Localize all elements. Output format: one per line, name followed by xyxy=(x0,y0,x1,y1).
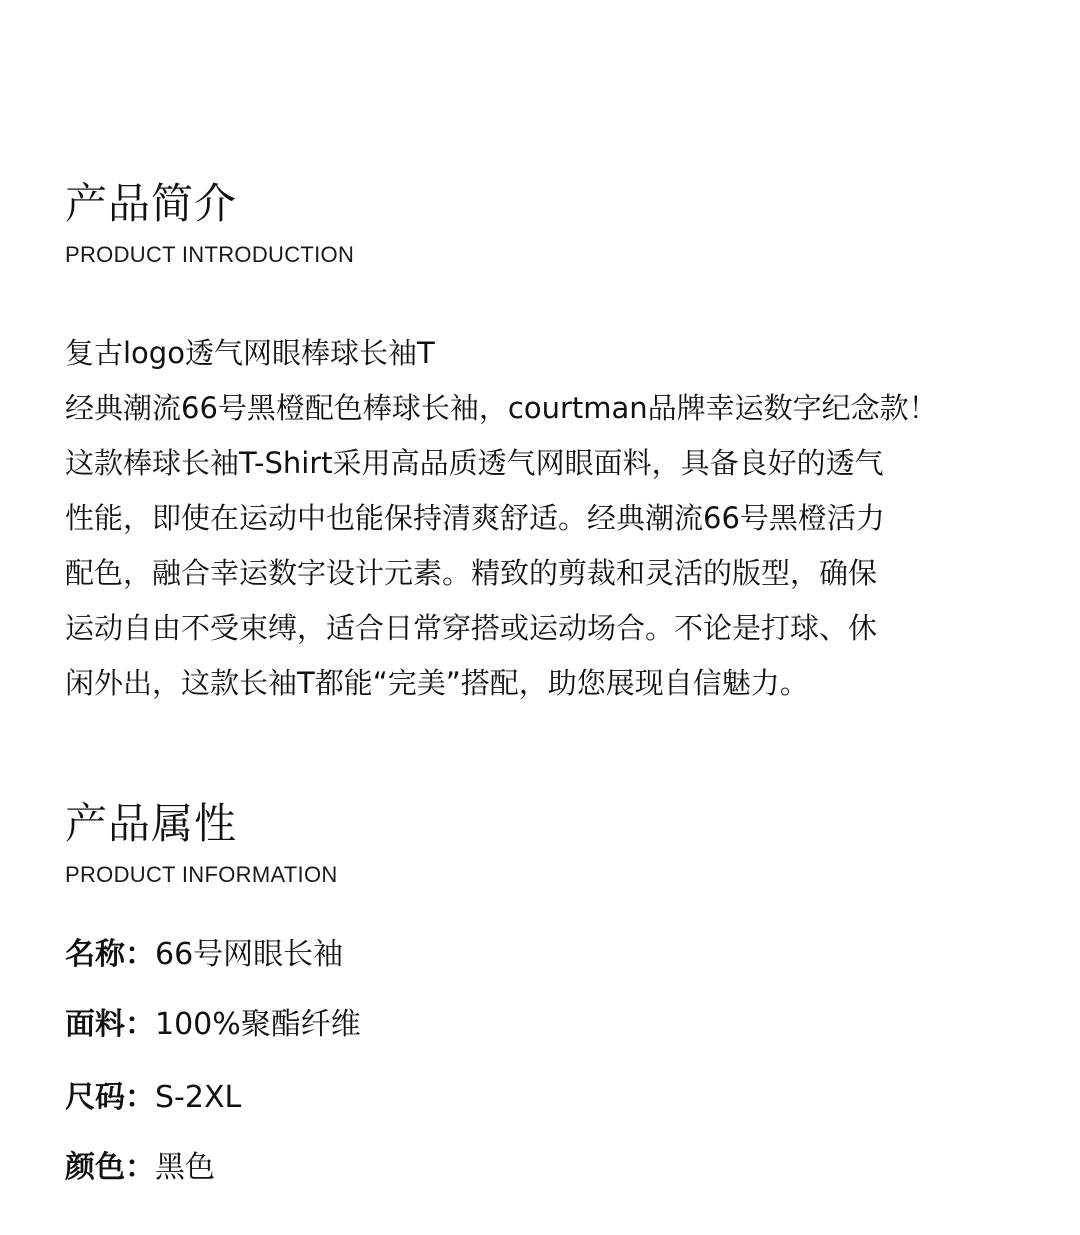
attribute-value: 66号网眼长袖 xyxy=(155,937,344,972)
intro-title: 产品简介 xyxy=(65,179,238,228)
attribute-value: 黑色 xyxy=(155,1150,215,1185)
attribute-row-size xyxy=(65,1078,241,1118)
intro-line: 配色，融合幸运数字设计元素。精致的剪裁和灵活的版型，确保 xyxy=(65,556,878,590)
attribute-row-color xyxy=(65,1148,215,1188)
attribute-value: S-2XL xyxy=(155,1080,242,1115)
intro-line: 性能，即使在运动中也能保持清爽舒适。经典潮流66号黑橙活力 xyxy=(65,501,885,535)
attribute-row-name xyxy=(65,935,343,975)
attribute-label: 名称： xyxy=(65,937,155,972)
attribute-label: 颜色： xyxy=(65,1150,155,1185)
intro-line: 运动自由不受束缚，适合日常穿搭或运动场合。不论是打球、休 xyxy=(65,611,878,645)
attribute-value: 100%聚酯纤维 xyxy=(155,1007,361,1042)
attribute-label: 尺码： xyxy=(65,1080,155,1115)
attribute-label: 面料： xyxy=(65,1007,155,1042)
intro-line: 经典潮流66号黑橙配色棒球长袖，courtman品牌幸运数字纪念款！ xyxy=(65,391,938,425)
info-title: 产品属性 xyxy=(65,799,238,848)
intro-subtitle: PRODUCT INTRODUCTION xyxy=(65,242,355,267)
intro-line: 闲外出，这款长袖T都能“完美”搭配，助您展现自信魅力。 xyxy=(65,666,809,700)
attribute-row-fabric xyxy=(65,1005,361,1045)
intro-description xyxy=(65,326,1015,711)
info-subtitle: PRODUCT INFORMATION xyxy=(65,862,338,887)
intro-line: 这款棒球长袖T-Shirt采用高品质透气网眼面料，具备良好的透气 xyxy=(65,446,884,480)
intro-line: 复古logo透气网眼棒球长袖T xyxy=(65,336,435,370)
